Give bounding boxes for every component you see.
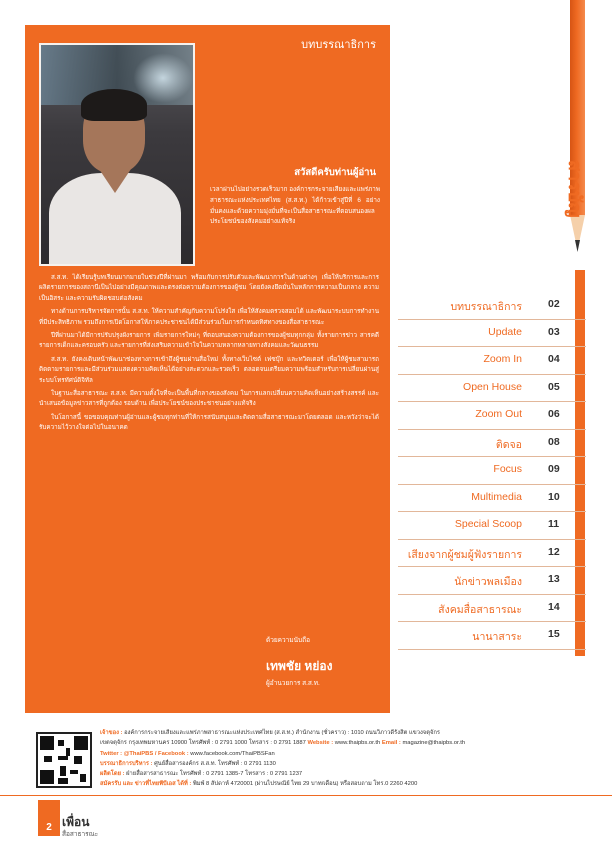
subscribe-text: พิมพ์ 8 สัปดาห์ 4720001 (ผ่านไปรษณีย์ ไทย 29 บาท/เดือน) หรือสอบถาม โทร.0 2260 4200	[192, 781, 418, 788]
editor-label: บรรณาธิการบริหาร :	[100, 760, 153, 767]
toc-label: บทบรรณาธิการ	[450, 301, 522, 313]
toc-label: Update	[488, 325, 522, 338]
toc-item[interactable]	[398, 402, 586, 430]
toc-page: 09	[548, 463, 560, 475]
toc-title-text: สารบัญ	[565, 160, 585, 218]
toc-label: Multimedia	[471, 490, 522, 503]
brand-tagline: สื่อสาธารณะ	[62, 831, 99, 838]
contact-line	[100, 769, 590, 779]
toc-page: 12	[548, 545, 560, 558]
toc-page: 02	[548, 298, 560, 310]
toc-item[interactable]	[398, 375, 586, 403]
subscribe-label: สมัครรับ และ ข่าวที่ไทยพีบีเอส ได้ที่ :	[100, 781, 192, 788]
toc-item[interactable]	[398, 567, 586, 595]
contact-line	[100, 738, 590, 748]
toc-label: Focus	[493, 463, 522, 475]
website-link[interactable]: www.thaipbs.or.th	[334, 740, 381, 747]
address-text: เขตจตุจักร กรุงเทพมหานคร 10900 โทรศัพท์ : 0 2791 1000 โทรสาร : 0 2791 1887	[100, 740, 306, 747]
toc-label: Special Scoop	[454, 518, 522, 530]
toc-item[interactable]	[398, 485, 586, 513]
toc-item[interactable]	[398, 430, 586, 458]
toc-page: 15	[548, 628, 560, 640]
body-paragraph: ส.ส.ท. ได้เรียนรู้บทเรียนมากมายในช่วงปีที่ผ่านมา พร้อมกับการปรับตัวและพัฒนาการในด้านต่างๆ เพื่อให้บริการและการผลิตรายการของสถานีเป็นไปอย่างมีคุณภาพและตรงต่อความต้องการของผู้ชม โดยยังคงยึดมั่นในหลักการความเป็นกลาง ความเป็นอิสระ และความรับผิดชอบต่อสังคม	[39, 274, 379, 302]
toc-label: Zoom Out	[475, 408, 522, 420]
magazine-brand	[62, 816, 98, 839]
toc-label: Open House	[463, 380, 522, 393]
toc-page: 04	[548, 353, 560, 365]
toc-label: Zoom In	[483, 353, 522, 365]
table-of-contents	[398, 292, 586, 650]
body-paragraph: ส.ส.ท. ยังคงเดินหน้าพัฒนาช่องทางการเข้าถึงผู้ชมผ่านสื่อใหม่ ทั้งทางเว็บไซต์ เฟซบุ๊ก และทวิตเตอร์ เพื่อให้ผู้ชมสามารถติดตามรายการและมีส่วนร่วมแสดงความคิดเห็นได้อย่างสะดวกและรวดเร็ว ตลอดจนเตรียมความพร้อมสำหรับการเปลี่ยนผ่านสู่ระบบโทรทัศน์ดิจิทัล	[39, 355, 379, 384]
director-photo	[39, 43, 195, 266]
editorial-body	[39, 273, 379, 437]
contact-info	[100, 728, 590, 790]
website-label: Website :	[307, 740, 334, 747]
toc-label: สังคมสื่อสาธารณะ	[438, 603, 522, 616]
greeting-title: สวัสดีครับท่านผู้อ่าน	[294, 167, 376, 178]
body-paragraph: ทางด้านการบริหารจัดการนั้น ส.ส.ท. ให้ความสำคัญกับความโปร่งใส เพื่อให้สังคมตรวจสอบได้ และพัฒนาระบบการทำงานที่มีประสิทธิภาพ รวมถึงการเปิดโอกาสให้ภาคประชาชนได้มีส่วนร่วมในการกำหนดทิศทางของสื่อสาธารณะ	[39, 308, 379, 326]
owner-text: องค์การกระจายเสียงและแพร่ภาพสาธารณะแห่งประเทศไทย (ส.ส.ท.) สำนักงาน (ชั่วคราว) : 1010 ถนนวิภาวดีรังสิต แขวงจตุจักร	[124, 730, 440, 736]
body-paragraph: ในโอกาสนี้ ขอขอบคุณท่านผู้อ่านและผู้ชมทุกท่านที่ให้การสนับสนุนและติดตามสื่อสาธารณะมาโดยตลอด และหวังว่าจะได้รับความไว้วางใจต่อไปในอนาคต	[39, 413, 379, 432]
toc-page: 13	[548, 573, 560, 585]
qr-code[interactable]	[36, 732, 92, 788]
signer-role: ผู้อำนวยการ ส.ส.ท.	[266, 680, 320, 687]
closing-text: ด้วยความนับถือ	[266, 637, 311, 644]
toc-item[interactable]	[398, 512, 586, 540]
toc-item[interactable]	[398, 457, 586, 485]
contact-line	[100, 759, 590, 769]
contact-line	[100, 728, 590, 738]
contact-line	[100, 749, 590, 759]
production-text: ฝ่ายสื่อสารสาธารณะ โทรศัพท์ : 0 2791 1385-7 โทรสาร : 0 2791 1237	[126, 771, 303, 778]
toc-divider	[398, 649, 586, 650]
body-paragraph: ปีที่ผ่านมาได้มีการปรับปรุงผังรายการ เพิ่มรายการใหม่ๆ ที่ตอบสนองความต้องการของผู้ชมทุกกลุ่ม ทั้งรายการข่าว สารคดี รายการเด็กและครอบครัว และรายการที่ส่งเสริมความเข้าใจในความหลากหลายทางสังคมและวัฒนธรรม	[39, 332, 379, 350]
production-label: ผลิตโดย :	[100, 771, 125, 778]
hair	[81, 89, 147, 121]
toc-page: 14	[548, 600, 560, 613]
toc-page: 05	[548, 380, 560, 393]
studio-light	[133, 53, 193, 103]
toc-page: 11	[548, 518, 560, 530]
toc-page: 03	[548, 325, 560, 338]
toc-title	[530, 120, 590, 220]
owner-label: เจ้าของ :	[100, 730, 123, 736]
toc-label: ติดจอ	[495, 438, 522, 451]
email-label: Email :	[381, 740, 401, 747]
toc-label: เสียงจากผู้ชมผู้ฟังรายการ	[407, 548, 522, 561]
toc-page: 10	[548, 490, 560, 503]
page-number: 2	[46, 822, 52, 833]
brand-name: เพื่อน	[62, 815, 90, 829]
editorial-heading-text: บทบรรณาธิการ	[301, 39, 376, 51]
email-link[interactable]: magazine@thaipbs.or.th	[402, 740, 466, 747]
toc-item[interactable]	[398, 595, 586, 623]
signoff	[266, 635, 376, 688]
toc-item[interactable]	[398, 347, 586, 375]
toc-item[interactable]	[398, 540, 586, 568]
toc-label: นักข่าวพลเมือง	[454, 576, 522, 588]
body-paragraph: ในฐานะสื่อสาธารณะ ส.ส.ท. มีความตั้งใจที่จะเป็นพื้นที่กลางของสังคม ในการแลกเปลี่ยนความคิดเห็นอย่างสร้างสรรค์ และนำเสนอข้อมูลข่าวสารที่ถูกต้อง รอบด้าน เพื่อประโยชน์ของประชาชนอย่างแท้จริง	[39, 390, 379, 408]
toc-item[interactable]	[398, 622, 586, 650]
facebook-link[interactable]: www.facebook.com/ThaiPBSFan	[190, 750, 275, 757]
signer-name: เทพชัย หย่อง	[266, 659, 333, 673]
toc-label: นานาสาระ	[472, 631, 522, 643]
contact-line	[100, 779, 590, 789]
intro-paragraph: เวลาผ่านไปอย่างรวดเร็วมาก องค์การกระจายเสียงและแพร่ภาพสาธารณะแห่งประเทศไทย (ส.ส.ท.) ได้ก้าวเข้าสู่ปีที่ 6 อย่างมั่นคงและด้วยความมุ่งมั่นที่จะเป็นสื่อสาธารณะที่ตอบสนองผลประโยชน์ของสังคมอย่างแท้จริง	[210, 186, 380, 226]
footer-divider	[0, 795, 612, 796]
editorial-panel	[25, 25, 390, 713]
toc-item[interactable]	[398, 320, 586, 348]
toc-page: 08	[548, 435, 560, 448]
editor-text: ศูนย์สื่อสารองค์กร ส.ส.ท. โทรศัพท์ : 0 2791 1130	[154, 760, 276, 767]
twitter-label: Twitter : @ThaiPBS / Facebook :	[100, 750, 189, 757]
toc-item[interactable]	[398, 292, 586, 320]
toc-page: 06	[548, 408, 560, 420]
page-number-tab	[38, 800, 60, 836]
